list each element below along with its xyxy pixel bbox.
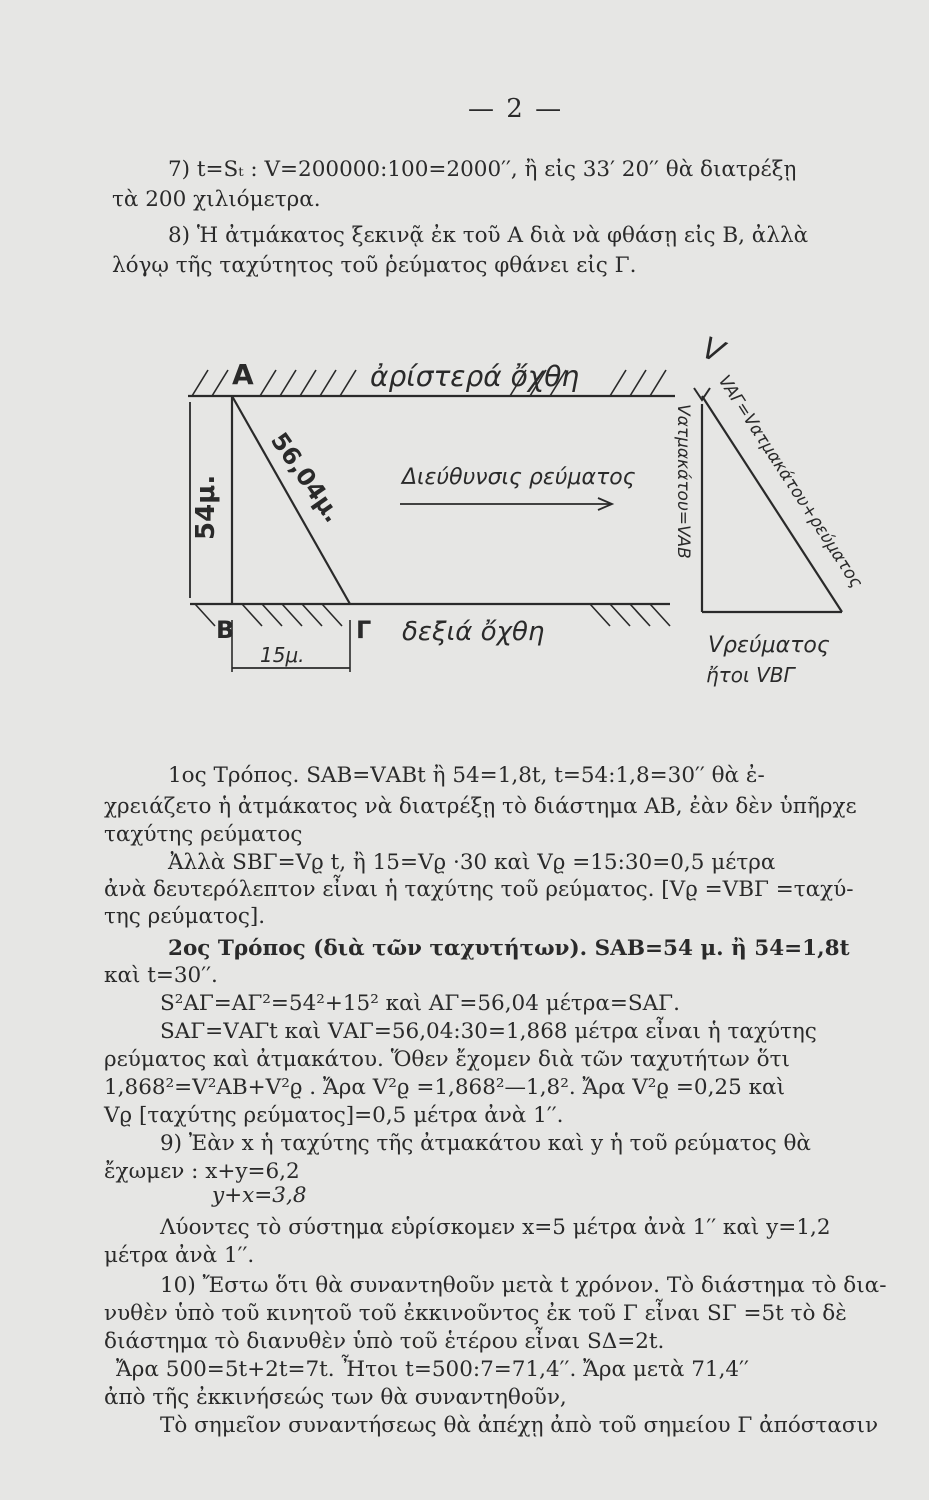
line-07: 2ος Τρόπος (διὰ τῶν ταχυτήτων). SΑΒ=54 μ. ἢ 54=1,8t bbox=[168, 936, 850, 961]
velocity-current-label: Vρεύματος bbox=[708, 633, 830, 658]
line-02: χρειάζετο ἡ ἀτμάκατος νὰ διατρέξῃ τὸ διάστημα ΑΒ, ἐὰν δὲν ὑπῆρχε bbox=[104, 794, 857, 819]
flow-direction-label: Διεύθυνσις ρεύματος bbox=[402, 465, 636, 490]
velocity-top-label: V bbox=[697, 330, 729, 371]
item-8-line-1: 8) Ἡ ἀτμάκατος ξεκινᾷ ἐκ τοῦ Α διὰ νὰ φθάσῃ εἰς Β, ἀλλὰ bbox=[168, 223, 809, 248]
line-23: ἀπὸ τῆς ἐκκινήσεώς των θὰ συναντηθοῦν, bbox=[104, 1385, 567, 1410]
line-11: ρεύματος καὶ ἀτμακάτου. Ὅθεν ἔχομεν διὰ τῶν ταχυτήτων ὅτι bbox=[104, 1047, 790, 1072]
velocity-boat-label: Vατμακάτου=VAB bbox=[673, 404, 693, 559]
point-B-label: B bbox=[216, 616, 235, 644]
line-03: ταχύτης ρεύματος bbox=[104, 822, 303, 847]
line-12: 1,868²=V²ΑΒ+V²ϱ . Ἄρα V²ϱ =1,868²—1,8². Ἄρα V²ϱ =0,25 καὶ bbox=[104, 1075, 786, 1100]
line-08: καὶ t=30′′. bbox=[104, 963, 218, 988]
line-01: 1ος Τρόπος. SΑΒ=VΑΒt ἢ 54=1,8t, t=54:1,8=30′′ θὰ ἐ- bbox=[168, 763, 765, 788]
line-21: διάστημα τὸ διανυθὲν ὑπὸ τοῦ ἑτέρου εἶναι SΔ=2t. bbox=[104, 1329, 665, 1354]
line-15: ἔχωμεν : x+y=6,2 bbox=[104, 1159, 300, 1184]
river-crossing-figure bbox=[170, 320, 890, 700]
line-06: της ρεύματος]. bbox=[104, 904, 266, 929]
line-14: 9) Ἐὰν x ἡ ταχύτης τῆς ἀτμακάτου καὶ y ἡ τοῦ ρεύματος θὰ bbox=[160, 1131, 811, 1156]
line-05: ἀνὰ δευτερόλεπτον εἶναι ἡ ταχύτης τοῦ ρεύματος. [Vϱ =VΒΓ =ταχύ- bbox=[104, 877, 854, 902]
line-09: S²ΑΓ=ΑΓ²=54²+15² καὶ ΑΓ=56,04 μέτρα=SΑΓ. bbox=[160, 991, 680, 1016]
left-bank-label: ἀρίστερά ὄχθη bbox=[370, 360, 580, 393]
velocity-vector-resultant bbox=[702, 396, 842, 612]
line-22: Ἄρα 500=5t+2t=7t. Ἦτοι t=500:7=71,4′′. Ἄρα μετὰ 71,4′′ bbox=[116, 1357, 749, 1382]
line-13: Vϱ [ταχύτης ρεύματος]=0,5 μέτρα ἀνὰ 1′′. bbox=[104, 1103, 564, 1128]
right-bank-label: δεξιά ὄχθη bbox=[402, 617, 545, 647]
velocity-current-alt-label: ἤτοι VBΓ bbox=[706, 663, 795, 687]
line-18: μέτρα ἀνὰ 1′′. bbox=[104, 1243, 255, 1268]
line-10: SΑΓ=VΑΓt καὶ VΑΓ=56,04:30=1,868 μέτρα εἶναι ἡ ταχύτης bbox=[160, 1019, 817, 1044]
line-19: 10) Ἔστω ὅτι θὰ συναντηθοῦν μετὰ t χρόνον. Τὸ διάστημα τὸ δια- bbox=[160, 1273, 887, 1298]
item-7-line-2: τὰ 200 χιλιόμετρα. bbox=[112, 187, 321, 212]
line-20: νυθὲν ὑπὸ τοῦ κινητοῦ τοῦ ἐκκινοῦντος ἐκ τοῦ Γ εἶναι SΓ =5t τὸ δὲ bbox=[104, 1301, 847, 1326]
distance-AG-label: 56,04μ. bbox=[265, 427, 347, 528]
point-G-label: Γ bbox=[356, 616, 372, 644]
line-04: Ἀλλὰ SΒΓ=Vϱ t, ἢ 15=Vϱ ·30 καὶ Vϱ =15:30=0,5 μέτρα bbox=[168, 850, 776, 875]
page-number: — 2 — bbox=[468, 94, 564, 124]
line-24: Τὸ σημεῖον συναντήσεως θὰ ἀπέχῃ ἀπὸ τοῦ σημείου Γ ἀπόστασιν bbox=[160, 1413, 879, 1438]
velocity-resultant-label: VAΓ=Vατμακάτου+ρεύματος bbox=[713, 371, 867, 592]
line-16: y+x=3,8 bbox=[212, 1183, 307, 1208]
item-7-line-1: 7) t=Sₜ : V=200000:100=2000′′, ἢ εἰς 33′ 20′′ θὰ διατρέξῃ bbox=[168, 157, 797, 182]
line-17: Λύοντες τὸ σύστημα εὑρίσκομεν x=5 μέτρα ἀνὰ 1′′ καὶ y=1,2 bbox=[160, 1215, 831, 1240]
point-A-label: A bbox=[232, 358, 254, 391]
distance-BG-label: 15μ. bbox=[260, 643, 305, 667]
width-AB-label: 54μ. bbox=[191, 474, 221, 540]
item-8-line-2: λόγῳ τῆς ταχύτητος τοῦ ῥεύματος φθάνει εἰς Γ. bbox=[112, 253, 637, 278]
